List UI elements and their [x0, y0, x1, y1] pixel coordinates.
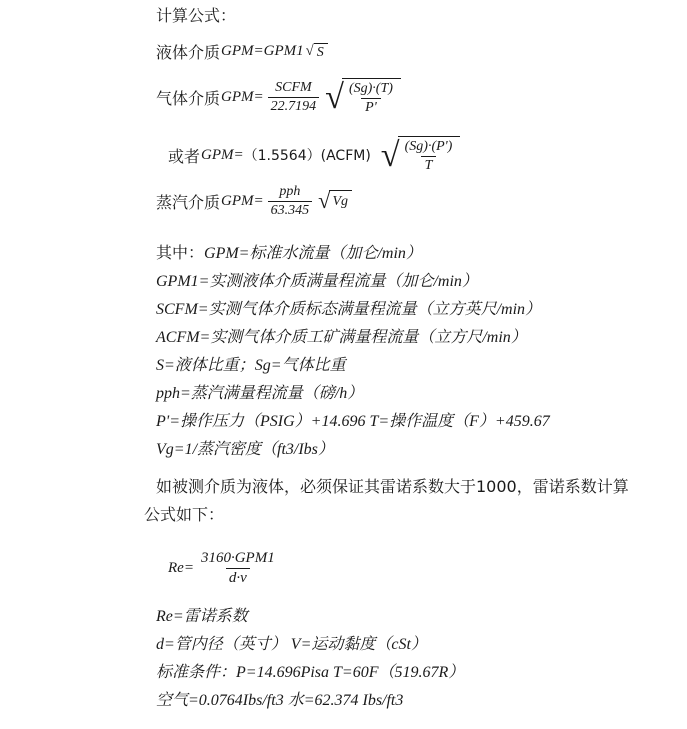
formula-steam-lead: GPM= [221, 192, 264, 209]
fraction-denominator: 22.7194 [268, 97, 320, 116]
definition-item-7: Vg=1/蒸汽密度（ft3/Ibs） [156, 441, 334, 459]
radical-alternate [381, 136, 461, 174]
reynolds-definition-2: 标准条件：P=14.696Pisa T=60F（519.67R） [156, 663, 465, 681]
definition-item-5: pph=蒸汽满量程流量（磅/h） [156, 385, 364, 403]
formula-reynolds-lead: Re= [168, 559, 194, 576]
radicand-alternate [398, 136, 461, 174]
spacer [156, 219, 676, 239]
document-body [144, 0, 676, 715]
reynolds-definition-3: 空气=0.0764Ibs/ft3 水=62.374 Ibs/ft3 [156, 691, 404, 709]
spacer [156, 174, 676, 183]
formula-reynolds [156, 549, 676, 588]
formula-liquid [156, 40, 676, 63]
definition-item-3: ACFM=实测气体介质工矿满量程流量（立方尺/min） [156, 329, 527, 347]
radicand-vg: Vg [329, 190, 352, 212]
radical-gas [325, 78, 401, 116]
fraction-denominator: d·v [226, 568, 250, 588]
formula-alternate-lead: GPM= [201, 146, 244, 163]
reynolds-definition-0: Re=雷诺系数 [156, 607, 248, 625]
formula-liquid-lead: GPM=GPM1 [221, 43, 304, 60]
radical-vg [318, 187, 352, 213]
formula-steam-label: 蒸汽介质 [156, 192, 221, 212]
fraction-gas-ratio [345, 80, 397, 116]
spacer [156, 464, 676, 473]
formula-gas-lead: GPM= [221, 88, 264, 105]
spacer [156, 529, 676, 549]
formula-gas [156, 78, 676, 116]
radical-sign-icon: √ [325, 78, 344, 117]
definitions-intro: 其中： [156, 243, 205, 263]
spacer [156, 588, 676, 603]
spacer [156, 116, 676, 136]
fraction-denominator: 63.345 [268, 201, 313, 220]
fraction-denominator: T [421, 156, 437, 175]
radical-sqrt-s [306, 43, 328, 61]
definition-item-6: P'=操作压力（PSIG）+14.696 T=操作温度（F）+459.67 [156, 413, 550, 431]
definition-item-1: GPM1=实测液体介质满量程流量（加仑/min） [156, 273, 478, 291]
radical-sign-icon: √ [380, 136, 400, 175]
formula-alternate [156, 136, 676, 174]
spacer [156, 63, 676, 78]
definition-item-0: GPM=标准水流量（加仑/min） [204, 245, 422, 263]
fraction-numerator: (Sg)·(P') [404, 139, 453, 155]
reynolds-definition-1: d=管内径（英寸） V=运动黏度（cSt） [156, 635, 427, 653]
fraction-numerator: pph [279, 184, 301, 200]
fraction-numerator: SCFM [275, 80, 312, 96]
formula-liquid-label: 液体介质 [156, 43, 221, 63]
spacer [156, 31, 676, 40]
fraction-scfm [268, 79, 320, 115]
note-paragraph: 如被测介质为液体，必须保证其雷诺系数大于1000，雷诺系数计算公式如下： [144, 477, 629, 525]
definition-item-2: SCFM=实测气体介质标态满量程流量（立方英尺/min） [156, 301, 542, 319]
fraction-pph [268, 183, 313, 219]
fraction-reynolds [198, 549, 278, 588]
formula-steam [156, 183, 676, 219]
definitions-intro-line [156, 239, 676, 268]
fraction-denominator: P' [361, 98, 381, 117]
radicand-s: S [314, 43, 328, 61]
radical-sign-icon: √ [318, 187, 331, 213]
formula-alternate-label: 或者 [168, 146, 201, 166]
formula-gas-label: 气体介质 [156, 88, 221, 108]
definition-item-4: S=液体比重；Sg=气体比重 [156, 357, 346, 375]
formula-alternate-coefficient: （1.5564）(ACFM) [243, 148, 371, 165]
radicand-gas [342, 78, 401, 116]
fraction-numerator: 3160·GPM1 [200, 550, 275, 567]
fraction-alternate-ratio [401, 138, 457, 174]
heading-calculation-formula: 计算公式： [156, 6, 237, 25]
radical-sign-icon: √ [305, 43, 314, 60]
fraction-numerator: (Sg)·(T) [348, 81, 393, 97]
